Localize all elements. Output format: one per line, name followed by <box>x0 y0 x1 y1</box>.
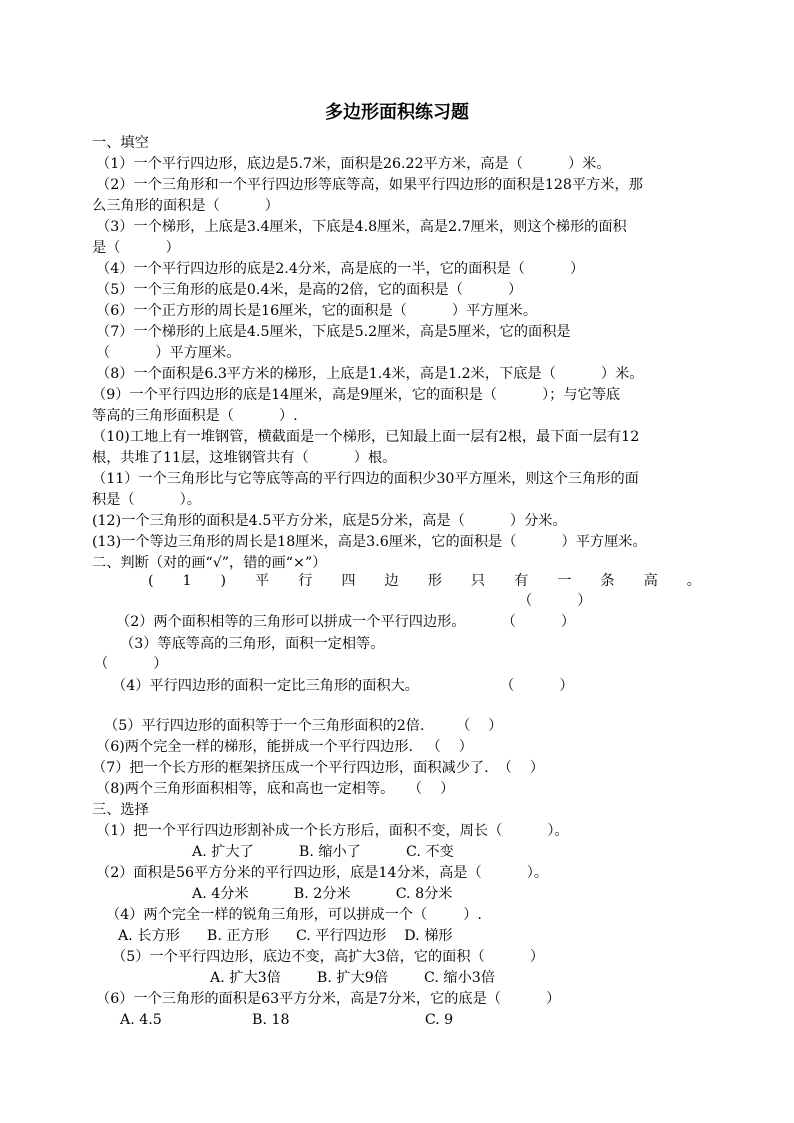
choice-options: A. 4.5 B. 18 C. 9 <box>120 1012 454 1028</box>
judge-q1-char: 条 <box>600 573 615 589</box>
judge-question-1 <box>148 572 701 590</box>
fill-blank-line: 是（ ） <box>92 240 180 256</box>
section-heading-choice: 三、选择 <box>92 802 149 818</box>
judge-q1-char: 行 <box>298 573 313 589</box>
fill-blank-line: （1）一个平行四边形，底边是5.7米，面积是26.22平方米，高是（ ）米。 <box>96 156 611 172</box>
choice-options: A. 长方形 B. 正方形 C. 平行四边形 D. 梯形 <box>118 928 453 944</box>
judge-line: （5）平行四边形的面积等于一个三角形面积的2倍. （ ） <box>104 718 503 734</box>
fill-blank-line: (12)一个三角形的面积是4.5平方分米，底是5分米，高是（ ）分米。 <box>92 513 567 529</box>
fill-blank-line: （7）一个梯形的上底是4.5厘米，下底是5.2厘米，高是5厘米，它的面积是 <box>96 324 571 340</box>
choice-question: （5）一个平行四边形，底边不变，高扩大3倍，它的面积（ ） <box>112 949 545 965</box>
fill-blank-line: （3）一个梯形，上底是3.4厘米，下底是4.8厘米，高是2.7厘米，则这个梯形的面积 <box>96 219 627 235</box>
judge-line: （ ） <box>94 656 168 672</box>
choice-options: A. 4分米 B. 2分米 C. 8分米 <box>192 886 453 902</box>
judge-line: （2）两个面积相等的三角形可以拼成一个平行四边形。 （ ） <box>116 614 576 630</box>
judge-line: （6)两个完全一样的梯形，能拼成一个平行四边形. （ ） <box>96 739 473 755</box>
judge-line: （3）等底等高的三角形，面积一定相等。 <box>120 636 385 652</box>
fill-blank-line: （11）一个三角形比与它等底等高的平行四边的面积少30平方厘米，则这个三角形的面 <box>92 471 639 487</box>
fill-blank-line: （4）一个平行四边形的底是2.4分米，高是底的一半，它的面积是（ ） <box>96 261 585 277</box>
judge-q1-char: 四 <box>341 573 356 589</box>
choice-question: （6）一个三角形的面积是63平方分米，高是7分米，它的底是（ ） <box>96 991 561 1007</box>
judge-q1-char: 1 <box>182 573 192 589</box>
judge-q1-char: 边 <box>384 573 399 589</box>
page-title: 多边形面积练习题 <box>325 102 469 123</box>
fill-blank-line: （2）一个三角形和一个平行四边形等底等高，如果平行四边形的面积是128平方米，那 <box>96 177 643 193</box>
fill-blank-line: 么三角形的面积是（ ） <box>92 198 279 214</box>
choice-question: （2）面积是56平方分米的平行四边形，底是14分米，高是（ ）。 <box>96 865 549 881</box>
judge-q1-char: ( <box>148 573 154 589</box>
fill-blank-line: （10)工地上有一堆钢管，横截面是一个梯形，已知最上面一层有2根，最下面一层有12 <box>92 429 640 445</box>
fill-blank-line: (13)一个等边三角形的周长是18厘米，高是3.6厘米，它的面积是（ ）平方厘米。 <box>92 534 647 550</box>
fill-blank-line: （5）一个三角形的底是0.4米，是高的2倍，它的面积是（ ） <box>96 282 523 298</box>
judge-q1-char: 高 <box>643 573 658 589</box>
section-heading-fill-blank: 一、填空 <box>92 135 149 151</box>
fill-blank-line: （8）一个面积是6.3平方米的梯形，上底是1.4米，高是1.2米，下底是（ ）米。 <box>96 366 644 382</box>
fill-blank-line: 等高的三角形面积是（ ）. <box>92 408 298 424</box>
judge-q1-char: 一 <box>557 573 572 589</box>
judge-q1-char: 平 <box>255 573 270 589</box>
choice-options: A. 扩大了 B. 缩小了 C. 不变 <box>192 844 454 860</box>
fill-blank-line: 根，共堆了11层，这堆钢管共有（ ）根。 <box>92 450 397 466</box>
choice-options: A. 扩大3倍 B. 扩大9倍 C. 缩小3倍 <box>210 970 496 986</box>
judge-line: （4）平行四边形的面积一定比三角形的面积大。 （ ） <box>112 678 574 694</box>
choice-question: （4）两个完全一样的锐角三角形，可以拼成一个（ ）. <box>106 907 482 923</box>
judge-line: （ ） <box>518 593 592 609</box>
judge-q1-char: 。 <box>686 573 701 589</box>
choice-question: （1）把一个平行四边形割补成一个长方形后，面积不变，周长（ ）。 <box>96 823 569 839</box>
fill-blank-line: （6）一个正方形的周长是16厘米，它的面积是（ ）平方厘米。 <box>96 303 538 319</box>
judge-line: （7）把一个长方形的框架挤压成一个平行四边形，面积减少了. （ ） <box>92 760 545 776</box>
judge-q1-char: 只 <box>470 573 486 589</box>
fill-blank-line: （9）一个平行四边形的底是14厘米，高是9厘米，它的面积是（ ）；与它等底 <box>92 387 621 403</box>
judge-line: （8)两个三角形面积相等，底和高也一定相等。 （ ） <box>96 781 455 797</box>
fill-blank-line: 积是（ ）。 <box>92 492 201 508</box>
section-heading-judge: 二、判断（对的画“√”，错的画“×”） <box>92 555 327 571</box>
judge-q1-char: ) <box>220 573 227 589</box>
fill-blank-line: （ ）平方厘米。 <box>96 345 241 361</box>
judge-q1-char: 形 <box>427 573 442 589</box>
judge-q1-char: 有 <box>514 573 529 589</box>
